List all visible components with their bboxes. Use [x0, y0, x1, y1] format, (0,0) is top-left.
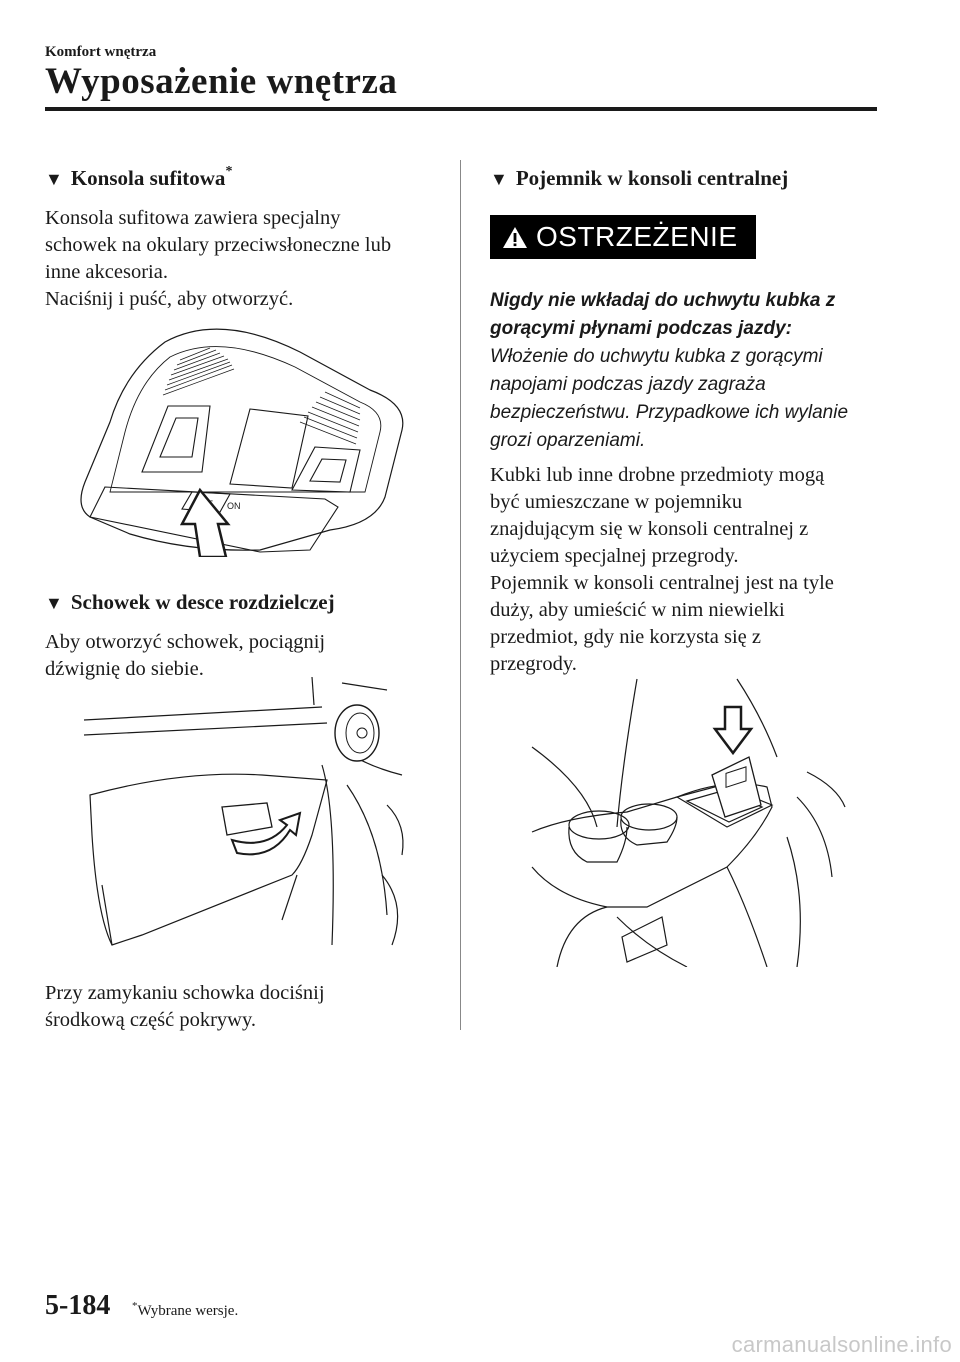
heading-overhead-console: [45, 166, 232, 191]
header-rule: [45, 107, 877, 111]
footnote-marker: *: [132, 1300, 138, 1312]
triangle-marker-icon: ▼: [45, 593, 63, 613]
down-arrow-icon: [715, 707, 751, 753]
optional-marker: *: [225, 164, 233, 179]
closing-text: Przy zamykaniu schowka dociśnij środkową część pokrywy.: [45, 982, 325, 1031]
triangle-marker-icon: ▼: [45, 169, 63, 189]
triangle-marker-icon: ▼: [490, 169, 508, 189]
dashboard-knob: [335, 705, 379, 761]
glove-box-text: Aby otworzyć schowek, pociągnij dźwignię do siebie.: [45, 631, 326, 680]
heading-glove-box-text: Schowek w desce rozdzielczej: [70, 590, 335, 614]
glove-box-illustration: [82, 675, 412, 955]
warning-detail-text: Włożenie do uchwytu kubka z gorącymi napojami podczas jazdy zagraża bezpieczeństwu. Przypadkowe ich wylanie grozi oparzeniami.: [490, 346, 849, 451]
watermark: carmanualsonline.info: [731, 1332, 952, 1357]
chapter-title: Wyposażenie wnętrza: [45, 61, 398, 102]
overhead-console-illustration: [70, 312, 410, 557]
on-label: ON: [227, 501, 241, 511]
footnote: [132, 1300, 238, 1320]
heading-center-console: [490, 166, 788, 191]
page-number: 5-184: [45, 1290, 111, 1321]
partition-divider: [712, 757, 761, 817]
center-console-illustration: [527, 677, 847, 967]
heading-glove-box: [45, 590, 335, 615]
heading-center-console-text: Pojemnik w konsoli centralnej: [515, 166, 789, 190]
warning-icon: [502, 225, 528, 249]
overhead-console-text: Konsola sufitowa zawiera specjalny schowek na okulary przeciwsłoneczne lub inne akcesoria. Naciśnij i puść, aby otworzyć.: [45, 207, 392, 310]
warning-body: [490, 287, 880, 455]
section-label: Komfort wnętrza: [45, 44, 157, 60]
heading-overhead-console-text: Konsola sufitowa: [70, 166, 226, 190]
center-console-text: Kubki lub inne drobne przedmioty mogą być umieszczane w pojemniku znajdującym się w konsoli centralnej z użyciem specjalnej przegrody. Pojemnik w konsoli centralnej jest na tyle duży, aby umieścić w nim niewielki przedmiot, gdy nie korzysta się z przegrody.: [490, 464, 834, 675]
warning-banner: [490, 215, 756, 259]
warning-label: OSTRZEŻENIE: [536, 221, 738, 252]
column-divider: [460, 160, 461, 1030]
warning-bold-text: Nigdy nie wkładaj do uchwytu kubka z gorącymi płynami podczas jazdy:: [490, 290, 836, 339]
footnote-text: Wybrane wersje.: [137, 1303, 239, 1319]
glove-box-lever: [222, 803, 272, 835]
